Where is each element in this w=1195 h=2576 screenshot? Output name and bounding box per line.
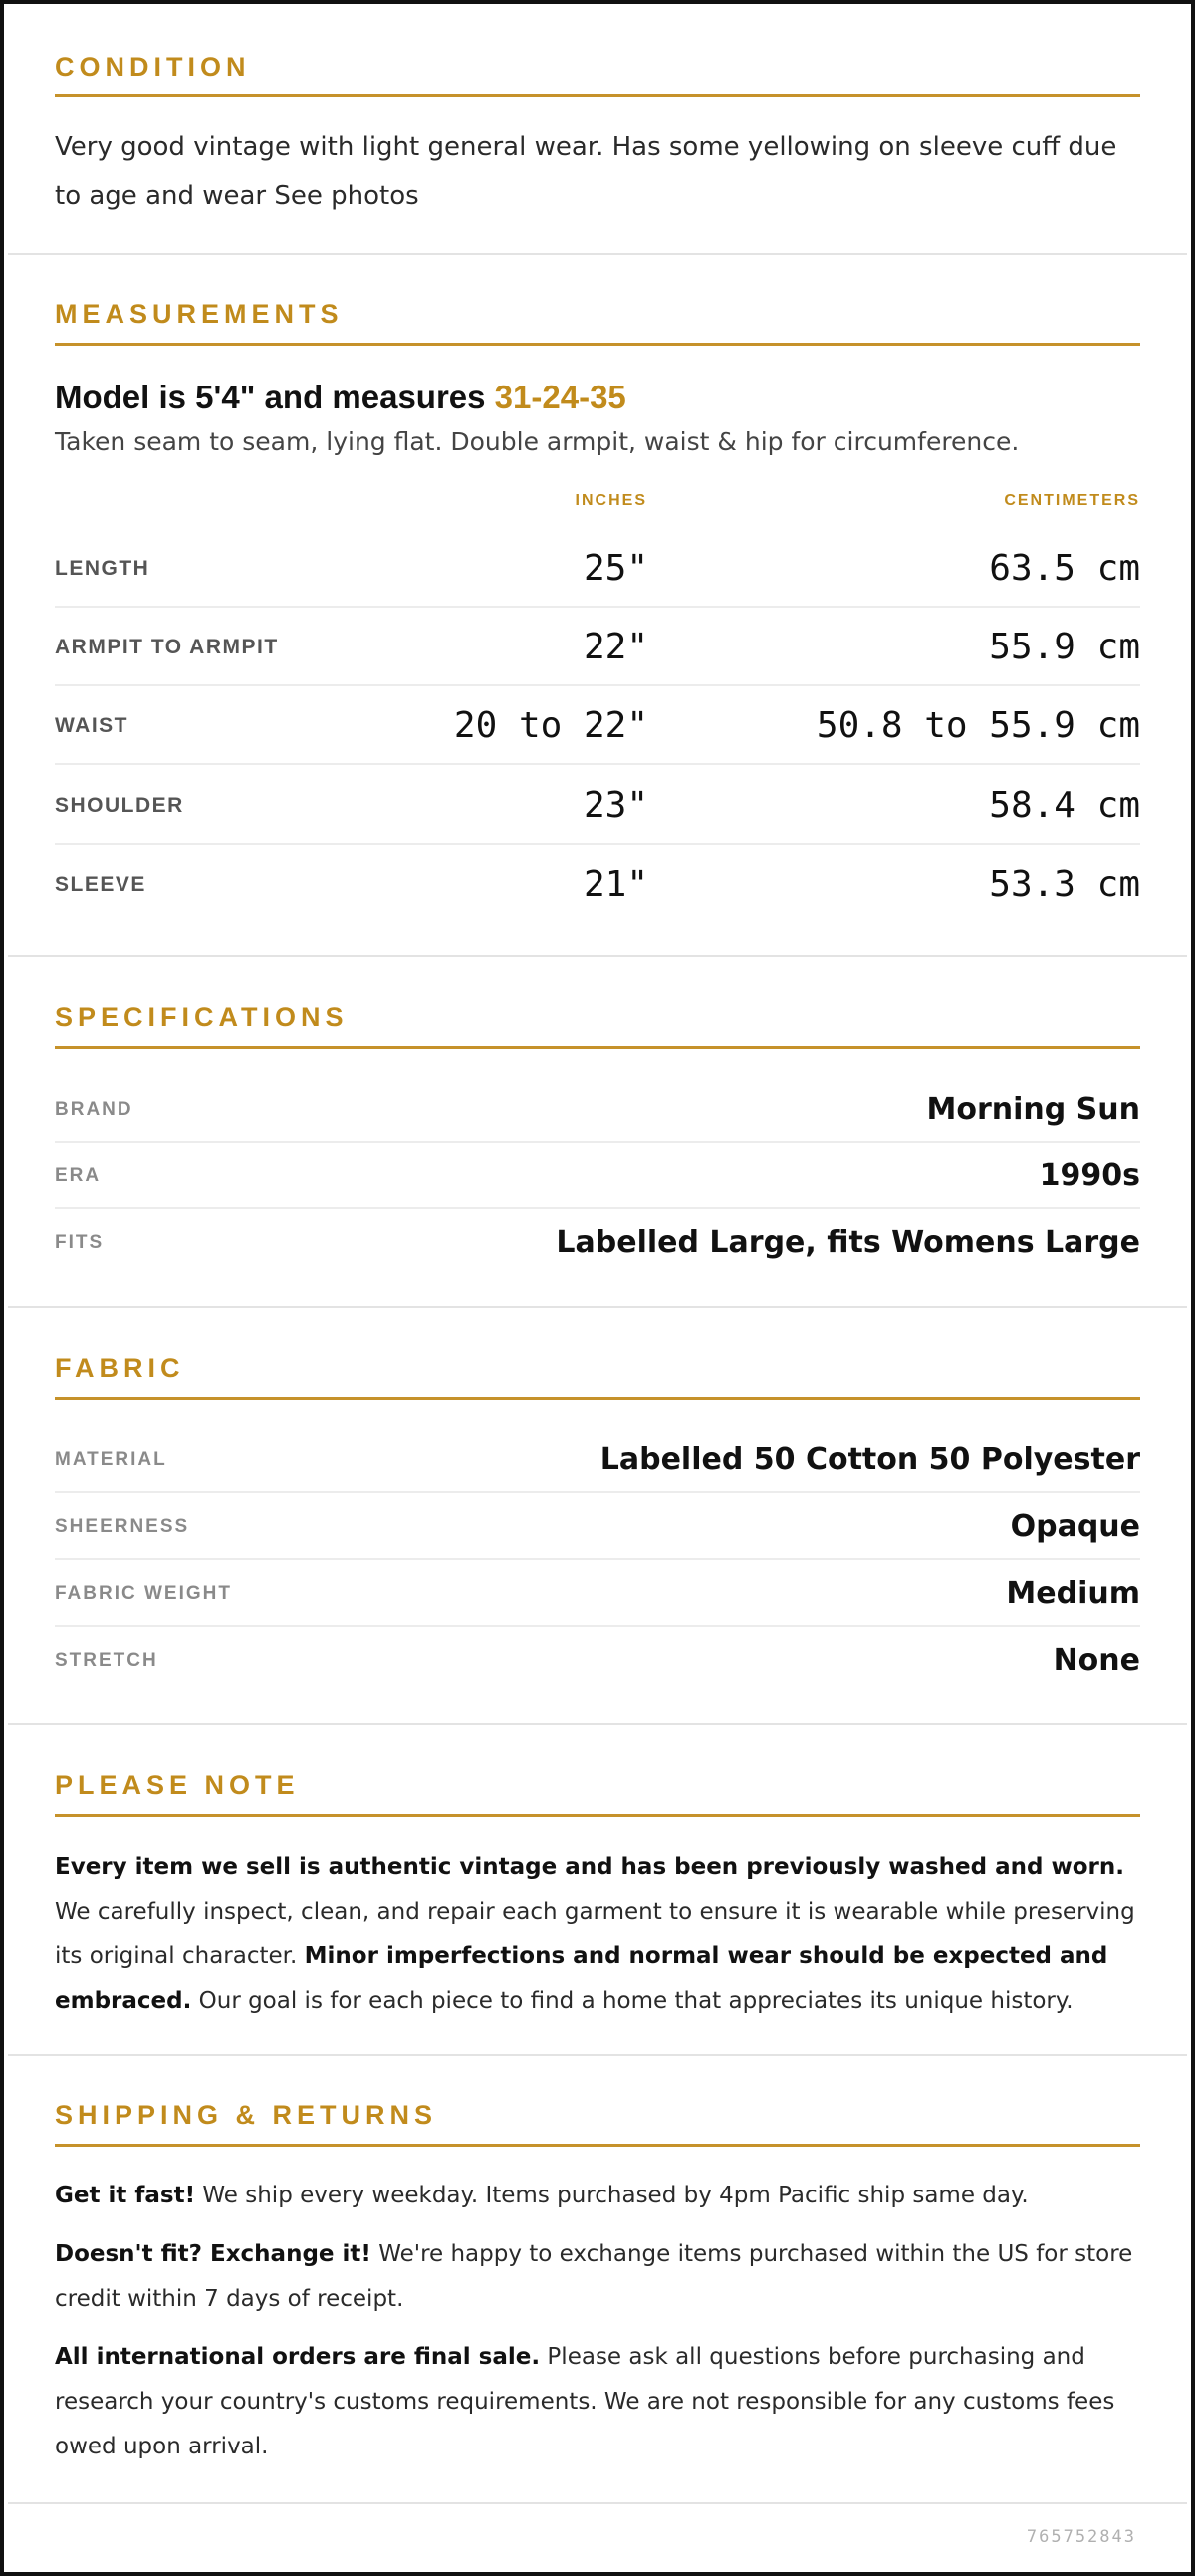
measurement-row	[55, 529, 1140, 608]
measurement-cm: 55.9 cm	[989, 627, 1140, 667]
please-note-text	[55, 1845, 1145, 2024]
measurement-cm: 58.4 cm	[989, 785, 1140, 826]
shipping-text-1: We ship every weekday. Items purchased by 4pm Pacific ship same day.	[195, 2183, 1029, 2208]
product-id: 765752843	[1026, 2527, 1136, 2547]
specifications-rule	[55, 1046, 1140, 1049]
shipping-para-1	[55, 2174, 1145, 2218]
fabric-label: SHEERNESS	[55, 1516, 190, 1537]
measurement-inches: 21"	[583, 864, 648, 904]
spec-label: ERA	[55, 1165, 102, 1186]
fabric-value: Medium	[1006, 1576, 1140, 1611]
fabric-label: MATERIAL	[55, 1449, 167, 1470]
fabric-value: None	[1053, 1643, 1140, 1677]
spec-row	[55, 1076, 1140, 1143]
measurement-label: WAIST	[55, 714, 128, 737]
condition-text: Very good vintage with light general wear. Has some yellowing on sleeve cuff due to age and wear See photos	[55, 132, 1117, 211]
specifications-heading: SPECIFICATIONS	[55, 1002, 349, 1032]
fabric-label: STRETCH	[55, 1650, 158, 1671]
shipping-heading: SHIPPING & RETURNS	[55, 2100, 438, 2130]
shipping-para-2	[55, 2232, 1145, 2322]
centimeters-column-header: CENTIMETERS	[1004, 492, 1140, 509]
fabric-label: FABRIC WEIGHT	[55, 1583, 232, 1604]
fabric-row	[55, 1426, 1140, 1493]
measurement-row	[55, 845, 1140, 923]
section-divider	[8, 2502, 1187, 2504]
spec-label: BRAND	[55, 1099, 133, 1120]
measurement-row	[55, 686, 1140, 765]
measurement-row	[55, 608, 1140, 686]
fabric-row	[55, 1560, 1140, 1627]
section-divider	[8, 1723, 1187, 1725]
please-note-bold-2: Minor imperfections and normal wear should be expected and embraced.	[55, 1943, 1108, 2014]
please-note-text-2: Our goal is for each piece to find a home that appreciates its unique history.	[191, 1988, 1074, 2014]
measurement-cm: 53.3 cm	[989, 864, 1140, 904]
fabric-value: Opaque	[1010, 1509, 1140, 1544]
section-divider	[8, 253, 1187, 255]
spec-value: 1990s	[1039, 1159, 1140, 1193]
shipping-para-3	[55, 2335, 1145, 2469]
measurement-label: LENGTH	[55, 557, 150, 580]
measurement-row	[55, 766, 1140, 845]
spec-row	[55, 1209, 1140, 1276]
measurement-label: SLEEVE	[55, 873, 146, 896]
section-divider	[8, 1306, 1187, 1308]
measurements-heading: MEASUREMENTS	[55, 299, 344, 329]
measurement-inches: 22"	[583, 627, 648, 667]
shipping-text-2: We're happy to exchange items purchased within the US for store credit within 7 days of receipt.	[55, 2241, 1133, 2312]
spec-value: Labelled Large, fits Womens Large	[556, 1225, 1140, 1260]
condition-rule	[55, 94, 1140, 97]
section-divider	[8, 955, 1187, 957]
please-note-bold-1: Every item we sell is authentic vintage and has been previously washed and worn.	[55, 1854, 1124, 1880]
please-note-text-1: We carefully inspect, clean, and repair each garment to ensure it is wearable while preserving its original character.	[55, 1899, 1135, 1969]
measurement-cm: 63.5 cm	[989, 548, 1140, 589]
fabric-heading: FABRIC	[55, 1353, 185, 1383]
spec-row	[55, 1143, 1140, 1209]
please-note-heading: PLEASE NOTE	[55, 1770, 300, 1800]
measurement-inches: 25"	[583, 548, 648, 589]
condition-heading: CONDITION	[55, 52, 251, 82]
fabric-rule	[55, 1397, 1140, 1400]
fabric-row	[55, 1627, 1140, 1693]
measurements-rule	[55, 343, 1140, 346]
measurement-cm: 50.8 to 55.9 cm	[816, 705, 1140, 746]
shipping-bold-2: Doesn't fit? Exchange it!	[55, 2241, 371, 2267]
fabric-row	[55, 1493, 1140, 1560]
please-note-rule	[55, 1814, 1140, 1817]
measurement-inches: 23"	[583, 785, 648, 826]
shipping-bold-3: All international orders are final sale.	[55, 2344, 541, 2370]
spec-value: Morning Sun	[926, 1092, 1140, 1127]
model-measures-value: 31-24-35	[494, 379, 626, 415]
measurement-label: SHOULDER	[55, 794, 184, 817]
model-measures-prefix: Model is 5'4" and measures	[55, 379, 495, 415]
section-divider	[8, 2054, 1187, 2056]
model-measures-line	[55, 379, 626, 416]
shipping-rule	[55, 2144, 1140, 2147]
measurement-label: ARMPIT TO ARMPIT	[55, 636, 279, 658]
inches-column-header: INCHES	[575, 492, 647, 509]
measurements-subtitle: Taken seam to seam, lying flat. Double armpit, waist & hip for circumference.	[55, 427, 1020, 456]
measurement-inches: 20 to 22"	[453, 705, 648, 746]
fabric-value: Labelled 50 Cotton 50 Polyester	[599, 1442, 1140, 1477]
spec-label: FITS	[55, 1232, 105, 1253]
shipping-text-3: Please ask all questions before purchasing and research your country's customs requirements. We are not responsible for any customs fees owed upon arrival.	[55, 2344, 1115, 2459]
shipping-bold-1: Get it fast!	[55, 2183, 196, 2208]
